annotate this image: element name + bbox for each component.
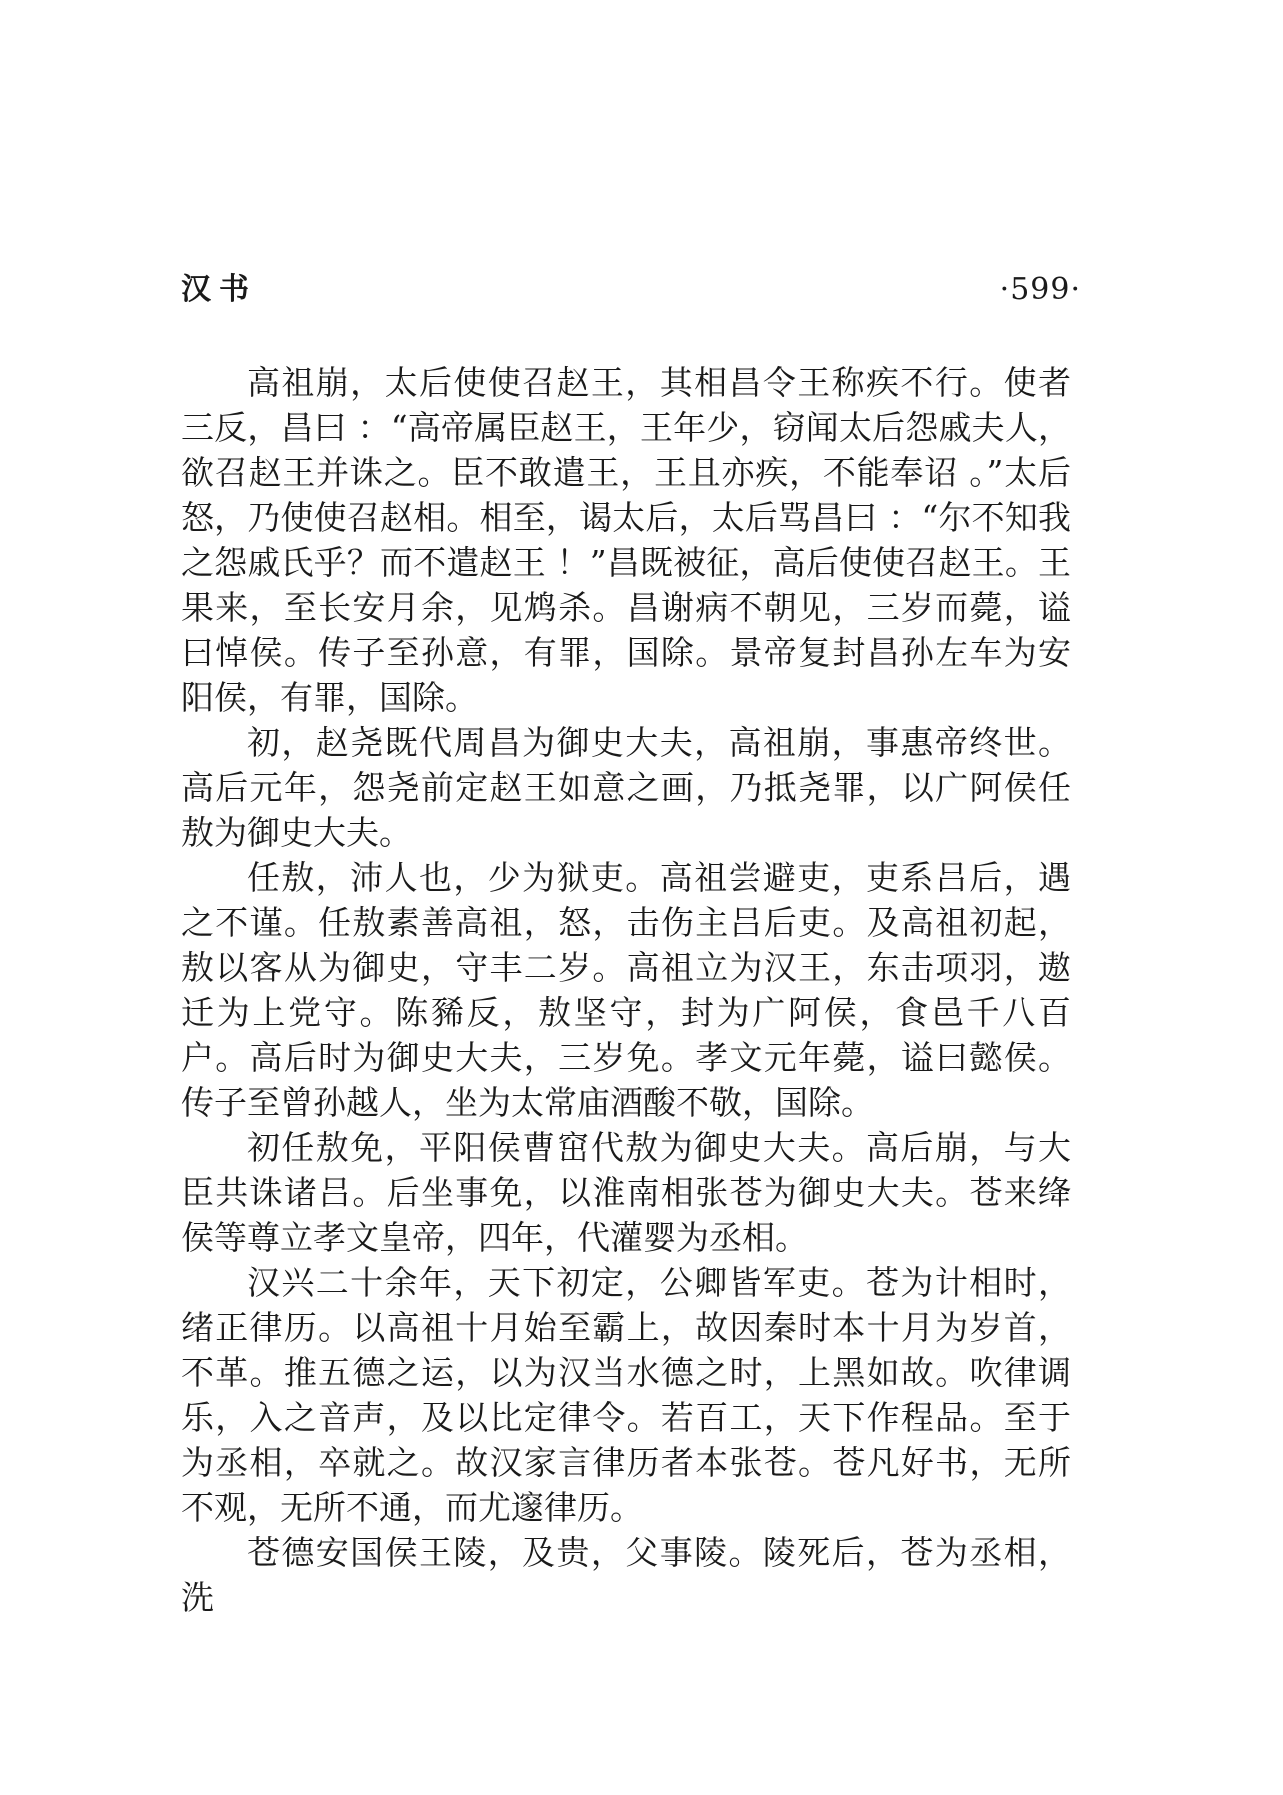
- paragraph: 苍德安国侯王陵，及贵，父事陵。陵死后，苍为丞相，洗: [181, 1533, 1071, 1617]
- book-title: 汉书: [181, 272, 257, 307]
- page-number: ·599·: [999, 272, 1081, 307]
- paragraph: 初，赵尧既代周昌为御史大夫，高祖崩，事惠帝终世。高后元年，怨尧前定赵王如意之画，乃抵尧罪，以广阿侯任敖为御史大夫。: [181, 723, 1071, 852]
- paragraph: 初任敖免，平阳侯曹窋代敖为御史大夫。高后崩，与大臣共诛诸吕。后坐事免，以淮南相张苍为御史大夫。苍来绛侯等尊立孝文皇帝，四年，代灌婴为丞相。: [181, 1128, 1071, 1257]
- paragraph: 任敖，沛人也，少为狱吏。高祖尝避吏，吏系吕后，遇之不谨。任敖素善高祖，怒，击伤主吕后吏。及高祖初起，敖以客从为御史，守丰二岁。高祖立为汉王，东击项羽，遨迁为上党守。陈豨反，敖坚守，封为广阿侯，食邑千八百户。高后时为御史大夫，三岁免。孝文元年薨，谥曰懿侯。传子至曾孙越人，坐为太常庙酒酸不敬，国除。: [181, 858, 1071, 1122]
- paragraph: 高祖崩，太后使使召赵王，其相昌令王称疾不行。使者三反，昌曰 ：“高帝属臣赵王，王年少，窃闻太后怨戚夫人，欲召赵王并诛之。臣不敢遣王，王且亦疾，不能奉诏 。”太后怒，乃使使召赵相。相至，谒太后，太后骂昌曰 ：“尔不知我之怨戚氏乎？而不遣赵王 ！”昌既被征，高后使使召赵王。王果来，至长安月余，见鸩杀。昌谢病不朝见，三岁而薨，谥曰悼侯。传子至孙意，有罪，国除。景帝复封昌孙左车为安阳侯，有罪，国除。: [181, 363, 1071, 717]
- paragraph: 汉兴二十余年，天下初定，公卿皆军吏。苍为计相时，绪正律历。以高祖十月始至霸上，故因秦时本十月为岁首，不革。推五德之运，以为汉当水德之时，上黑如故。吹律调乐，入之音声，及以比定律令。若百工，天下作程品。至于为丞相，卒就之。故汉家言律历者本张苍。苍凡好书，无所不观，无所不通，而尤邃律历。: [181, 1263, 1071, 1527]
- page-header: [181, 268, 1081, 312]
- body-text: [181, 360, 1071, 1620]
